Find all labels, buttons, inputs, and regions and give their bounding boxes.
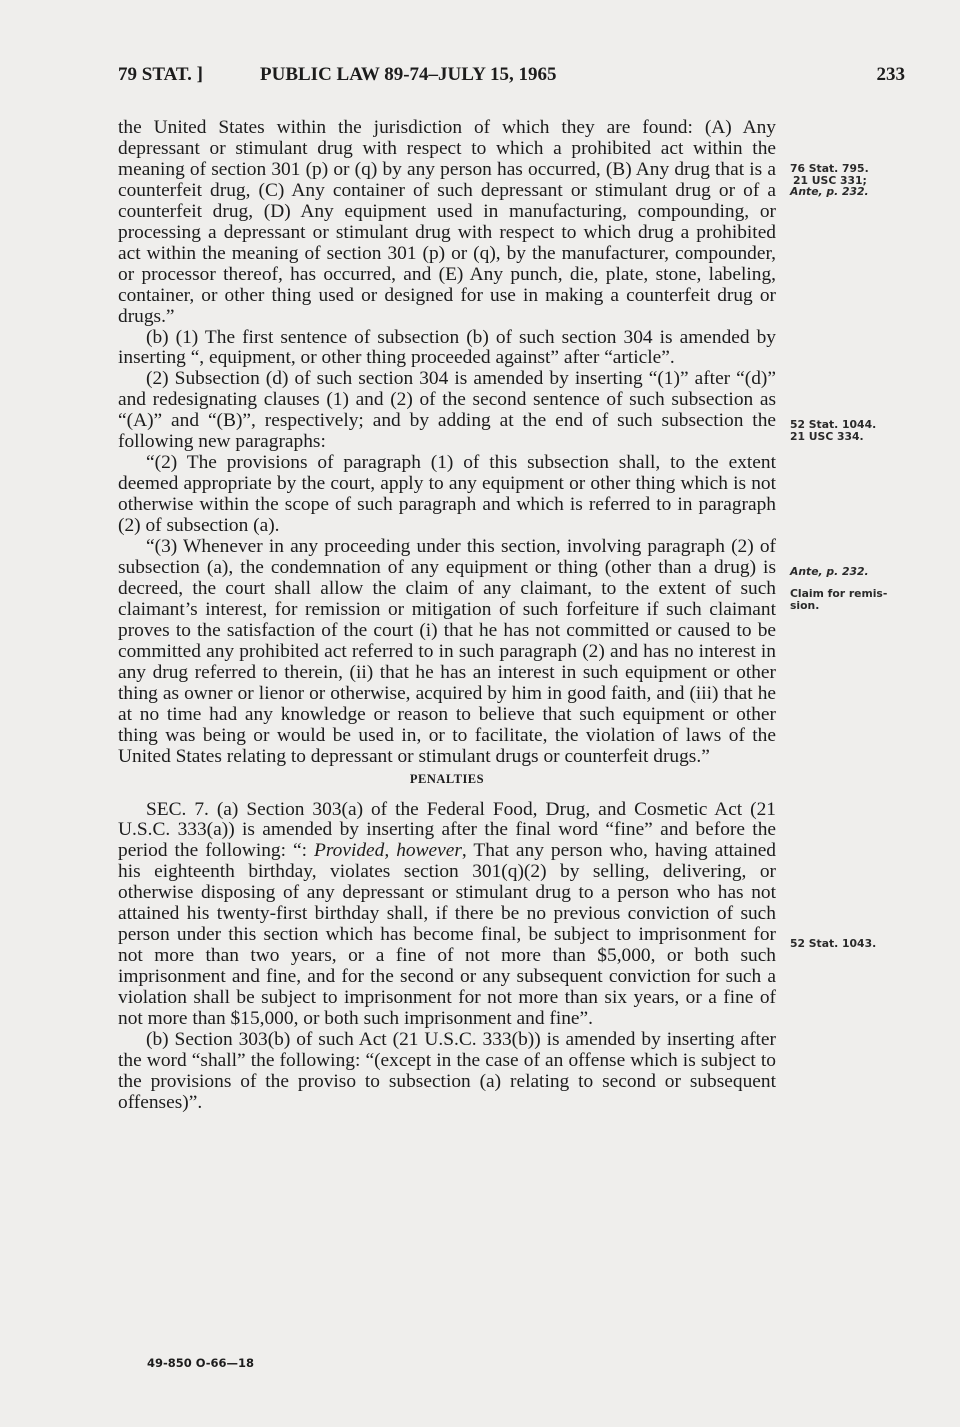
running-head (118, 64, 905, 94)
paragraph-2: (2) Subsection (d) of such section 304 is amended by inserting “(1)” after “(d)” and redesignating clauses (1) and (2) of the second sentence of such subsection as “(A)” and “(B)”, respectively; and by adding at the end of such subsection the following new paragraphs: (118, 368, 776, 453)
paragraph-continued: the United States within the jurisdiction of which they are found: (A) Any depressant or stimulant drug with respect to which a prohibited act within the meaning of section 301 (p) or (q) by any person has occurred, (B) Any drug that is a counterfeit drug, (C) Any container of such depressant or stimulant drug or of a counterfeit drug, (D) Any equipment used in manufacturing, compounding, or processing a depressant or stimulant drug with respect to which drug a prohibited act within the meaning of section 301 (p) or (q), by the manufacturer, compounder, or processor thereof, has occurred, and (E) Any punch, die, plate, stone, labeling, container, or other thing used or designed for use in making a counterfeit drug or drugs.” (118, 117, 776, 327)
margin-note-citation-2 (790, 419, 925, 442)
footer-code: 49-850 O-66—18 (147, 1356, 255, 1370)
margin-note-claim (790, 588, 925, 611)
margin-note-line: 21 USC 334. (790, 429, 864, 443)
paragraph-sec-7a (118, 800, 776, 1030)
margin-note-line: 21 USC 331; (793, 173, 867, 187)
paragraph-sec-7b: (b) Section 303(b) of such Act (21 U.S.C. 333(b)) is amended by inserting after the word “shall” the following: “(except in the case of an offense which is subject to the provisions of the proviso to subsection (a) relating to second or subsequent offenses)”. (118, 1028, 776, 1113)
page-number: 233 (876, 64, 905, 85)
proviso-italic: Provided, however (314, 840, 462, 862)
sec-7a-text-1: (a) Section 303(a) of the Federal Food, Drug, and Cosmetic Act (21 U.S.C. 333(a)) is amended by inserting after the final word “fine” and before the period the following: “: (118, 798, 776, 862)
margin-note-line: Ante, p. 232. (790, 185, 869, 198)
margin-note-line: Claim for remis- (790, 587, 888, 600)
margin-note-citation-4: 52 Stat. 1043. (790, 937, 877, 950)
body-text (118, 118, 776, 1114)
margin-note-citation-1 (790, 163, 925, 198)
section-heading: PENALTIES (409, 771, 485, 786)
margin-note-line: 52 Stat. 1044. (790, 418, 877, 431)
paragraph-b1: (b) (1) The first sentence of subsection (b) of such section 304 is amended by inserting “, equipment, or other thing proceeded against” after “article”. (118, 326, 776, 369)
law-title: PUBLIC LAW 89-74–JULY 15, 1965 (260, 64, 557, 85)
paragraph-new-2: “(2) The provisions of paragraph (1) of this subsection shall, to the extent deemed appropriate by the court, apply to any equipment or other thing which is not otherwise within the scope of such paragraph and which is referred to in paragraph (2) of subsection (a). (118, 452, 776, 537)
margin-note-line: sion. (790, 598, 820, 612)
paragraph-new-3: “(3) Whenever in any proceeding under this section, involving paragraph (2) of subsection (a), the condemnation of any equipment or thing (other than a drug) is decreed, the court shall allow the claim of any claimant, to the extent of such claimant’s interest, for remission or mitigation of such forfeiture if such claimant proves to the satisfaction of the court (i) that he has not committed or caused to be committed any prohibited act referred to in such paragraph (2) and has no interest in any drug referred to therein, (ii) that he has an interest in such equipment or other thing as owner or lienor or otherwise, acquired by him in good faith, and (iii) that he at no time had any knowledge or reason to believe that such equipment or other thing was being or would be used in, or to facilitate, the violation of laws of the United States relating to depressant or stimulant drugs or counterfeit drugs.” (118, 536, 776, 767)
statute-volume: 79 STAT. ] (118, 64, 203, 85)
margin-note-citation-3: Ante, p. 232. (790, 565, 869, 578)
sec-7a-text-2: , That any person who, having attained his eighteenth birthday, violates section 301(q)(2) by selling, delivering, or otherwise disposing of any depressant or stimulant drug to a person who has not attained his twenty-first birthday shall, if there be no previous conviction of such person under this section which has become final, be subject to imprisonment for not more than two years, or a fine of not more than $5,000, or both such imprisonment and fine, and for the second or any subsequent conviction for such a violation shall be subject to imprisonment for not more than six years, or a fine of not more than $15,000, or both such imprisonment and fine”. (118, 840, 776, 1030)
margin-note-line: 76 Stat. 795. (790, 162, 869, 175)
section-label: SEC. 7. (146, 798, 209, 820)
